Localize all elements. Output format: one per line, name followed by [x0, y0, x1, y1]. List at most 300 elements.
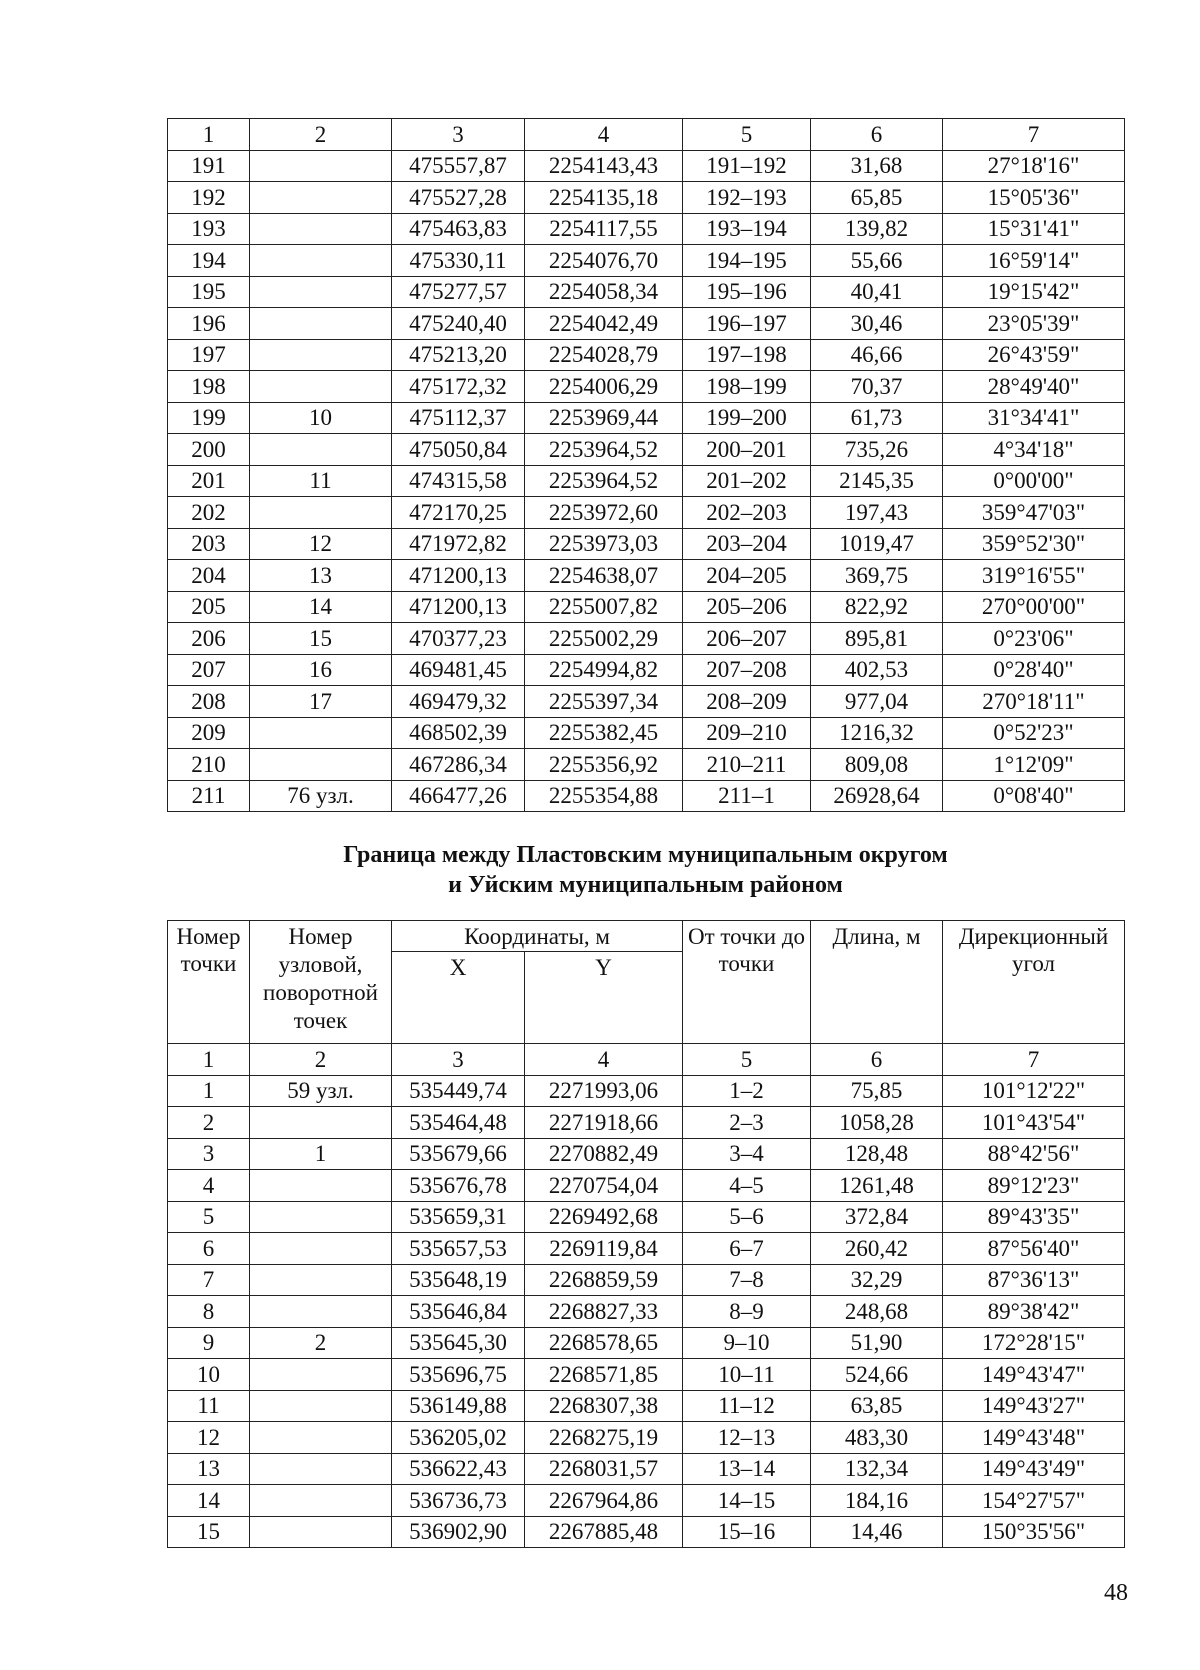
table-cell: 0°08'40" — [943, 780, 1125, 812]
table-cell: 2269492,68 — [525, 1201, 683, 1233]
table-cell: 205–206 — [683, 591, 811, 623]
table-cell: 369,75 — [811, 560, 943, 592]
table-cell: 15–16 — [683, 1516, 811, 1548]
table-cell — [250, 1107, 392, 1139]
table-cell: 535648,19 — [392, 1264, 525, 1296]
table-cell: 89°12'23" — [943, 1170, 1125, 1202]
table-cell: 524,66 — [811, 1359, 943, 1391]
table-cell: 270°00'00" — [943, 591, 1125, 623]
table-cell: 12 — [168, 1422, 250, 1454]
table-cell: 89°38'42" — [943, 1296, 1125, 1328]
table-cell: 2254638,07 — [525, 560, 683, 592]
table-cell — [250, 717, 392, 749]
table-cell: 3 — [392, 119, 525, 151]
table-cell: 1058,28 — [811, 1107, 943, 1139]
table-cell: 40,41 — [811, 276, 943, 308]
table-cell: 6–7 — [683, 1233, 811, 1265]
table-cell: 2268031,57 — [525, 1453, 683, 1485]
table-cell: 204–205 — [683, 560, 811, 592]
table-cell: 7–8 — [683, 1264, 811, 1296]
table-cell: 207 — [168, 654, 250, 686]
table-row — [168, 182, 1125, 214]
table-cell: 87°36'13" — [943, 1264, 1125, 1296]
table-cell: 2270754,04 — [525, 1170, 683, 1202]
table-cell: 2 — [250, 119, 392, 151]
table-cell: 203–204 — [683, 528, 811, 560]
header-coordinates: Координаты, м — [392, 921, 683, 952]
table-cell: 270°18'11" — [943, 686, 1125, 718]
table-cell: 2268275,19 — [525, 1422, 683, 1454]
table-cell: 172°28'15" — [943, 1327, 1125, 1359]
table-cell: 7 — [168, 1264, 250, 1296]
table-cell: 197 — [168, 339, 250, 371]
header-node-number: Номер узловой, поворотной точек — [250, 921, 392, 1044]
table-row — [168, 1075, 1125, 1107]
table-row — [168, 1201, 1125, 1233]
table-cell: 193 — [168, 213, 250, 245]
table-cell: 475277,57 — [392, 276, 525, 308]
table-cell: 14 — [250, 591, 392, 623]
table-cell: 4 — [525, 119, 683, 151]
table-cell: 28°49'40" — [943, 371, 1125, 403]
table-cell: 535676,78 — [392, 1170, 525, 1202]
table-cell: 2 — [250, 1327, 392, 1359]
table-cell: 536736,73 — [392, 1485, 525, 1517]
table-cell: 7 — [943, 1044, 1125, 1076]
table-cell: 0°28'40" — [943, 654, 1125, 686]
table-cell: 198–199 — [683, 371, 811, 403]
table-cell: 196 — [168, 308, 250, 340]
table-cell: 2268827,33 — [525, 1296, 683, 1328]
table-cell: 15°05'36" — [943, 182, 1125, 214]
table-cell: 3 — [392, 1044, 525, 1076]
table-cell: 2255354,88 — [525, 780, 683, 812]
table-cell: 210 — [168, 749, 250, 781]
page-number: 48 — [1104, 1580, 1128, 1606]
table-cell: 9 — [168, 1327, 250, 1359]
table-cell: 2253972,60 — [525, 497, 683, 529]
table-cell: 535449,74 — [392, 1075, 525, 1107]
table-cell: 203 — [168, 528, 250, 560]
table-row — [168, 308, 1125, 340]
table-cell: 13 — [168, 1453, 250, 1485]
table-cell: 205 — [168, 591, 250, 623]
table-cell: 55,66 — [811, 245, 943, 277]
table-cell: 475527,28 — [392, 182, 525, 214]
table-cell: 535659,31 — [392, 1201, 525, 1233]
table-row — [168, 1327, 1125, 1359]
table-row — [168, 1453, 1125, 1485]
table-cell: 372,84 — [811, 1201, 943, 1233]
table-cell: 150°35'56" — [943, 1516, 1125, 1548]
table-cell: 1–2 — [683, 1075, 811, 1107]
table-cell — [250, 245, 392, 277]
table-row — [168, 371, 1125, 403]
table-cell: 4 — [168, 1170, 250, 1202]
table-cell — [250, 1296, 392, 1328]
table-cell: 4 — [525, 1044, 683, 1076]
table-cell: 15 — [168, 1516, 250, 1548]
table-row — [168, 276, 1125, 308]
section-title-line1: Граница между Пластовским муниципальным округом — [343, 842, 948, 868]
table-cell: 194 — [168, 245, 250, 277]
table-cell: 535646,84 — [392, 1296, 525, 1328]
table-cell: 2254058,34 — [525, 276, 683, 308]
table-cell: 27°18'16" — [943, 150, 1125, 182]
table-cell: 475330,11 — [392, 245, 525, 277]
table-cell: 88°42'56" — [943, 1138, 1125, 1170]
table-cell: 204 — [168, 560, 250, 592]
table-cell: 139,82 — [811, 213, 943, 245]
table-cell: 535657,53 — [392, 1233, 525, 1265]
table-cell — [250, 308, 392, 340]
table-cell: 359°52'30" — [943, 528, 1125, 560]
table-cell: 23°05'39" — [943, 308, 1125, 340]
table-cell: 471200,13 — [392, 560, 525, 592]
table-cell — [250, 497, 392, 529]
table-cell: 5–6 — [683, 1201, 811, 1233]
table-cell: 210–211 — [683, 749, 811, 781]
table-cell: 2 — [250, 1044, 392, 1076]
table-cell: 3–4 — [683, 1138, 811, 1170]
top-coordinates-table — [167, 118, 1125, 812]
table-cell: 5 — [168, 1201, 250, 1233]
table-cell: 2254042,49 — [525, 308, 683, 340]
table-cell: 2268571,85 — [525, 1359, 683, 1391]
table-cell: 466477,26 — [392, 780, 525, 812]
table-row — [168, 1516, 1125, 1548]
table-cell: 5 — [683, 1044, 811, 1076]
table-cell: 0°23'06" — [943, 623, 1125, 655]
table-cell: 76 узл. — [250, 780, 392, 812]
header-from-to: От точки до точки — [683, 921, 811, 1044]
table-cell: 471972,82 — [392, 528, 525, 560]
table-cell: 184,16 — [811, 1485, 943, 1517]
table-cell — [250, 1201, 392, 1233]
table-cell — [250, 150, 392, 182]
table-cell: 822,92 — [811, 591, 943, 623]
table-row — [168, 1264, 1125, 1296]
table-cell: 535645,30 — [392, 1327, 525, 1359]
table-row — [168, 623, 1125, 655]
table-cell: 10 — [168, 1359, 250, 1391]
table-cell: 535696,75 — [392, 1359, 525, 1391]
table-cell: 2267964,86 — [525, 1485, 683, 1517]
table-row — [168, 654, 1125, 686]
header-row-1 — [168, 921, 1125, 952]
table-cell: 2 — [168, 1107, 250, 1139]
table-cell: 248,68 — [811, 1296, 943, 1328]
table-cell: 402,53 — [811, 654, 943, 686]
table-cell: 207–208 — [683, 654, 811, 686]
table-cell: 11 — [250, 465, 392, 497]
table-cell: 132,34 — [811, 1453, 943, 1485]
table-cell: 31°34'41" — [943, 402, 1125, 434]
table-cell: 475557,87 — [392, 150, 525, 182]
table-cell — [250, 371, 392, 403]
table-cell: 2271993,06 — [525, 1075, 683, 1107]
table-cell: 2255382,45 — [525, 717, 683, 749]
table-cell: 193–194 — [683, 213, 811, 245]
table-cell: 6 — [811, 1044, 943, 1076]
table-cell: 260,42 — [811, 1233, 943, 1265]
table-cell: 10–11 — [683, 1359, 811, 1391]
table-cell: 14,46 — [811, 1516, 943, 1548]
table-cell: 208 — [168, 686, 250, 718]
table-cell: 2255397,34 — [525, 686, 683, 718]
table-cell: 0°52'23" — [943, 717, 1125, 749]
table-cell: 199–200 — [683, 402, 811, 434]
table-cell: 1°12'09" — [943, 749, 1125, 781]
table-cell: 1 — [250, 1138, 392, 1170]
table-cell: 536622,43 — [392, 1453, 525, 1485]
table-cell: 469481,45 — [392, 654, 525, 686]
table-cell: 475240,40 — [392, 308, 525, 340]
table-cell: 15 — [250, 623, 392, 655]
table-cell: 1 — [168, 1044, 250, 1076]
table-cell: 2254143,43 — [525, 150, 683, 182]
table-cell: 26°43'59" — [943, 339, 1125, 371]
table-cell: 11–12 — [683, 1390, 811, 1422]
table-row — [168, 339, 1125, 371]
table-cell: 13–14 — [683, 1453, 811, 1485]
table-cell: 475213,20 — [392, 339, 525, 371]
table-cell: 209–210 — [683, 717, 811, 749]
table-cell: 31,68 — [811, 150, 943, 182]
table-cell — [250, 1233, 392, 1265]
table-cell: 192 — [168, 182, 250, 214]
section-title — [167, 840, 1124, 900]
table-cell: 208–209 — [683, 686, 811, 718]
table-row — [168, 1233, 1125, 1265]
table-cell: 15°31'41" — [943, 213, 1125, 245]
table-cell: 895,81 — [811, 623, 943, 655]
table-cell: 26928,64 — [811, 780, 943, 812]
table-cell — [250, 1390, 392, 1422]
table-cell — [250, 1264, 392, 1296]
table-cell: 51,90 — [811, 1327, 943, 1359]
header-length: Длина, м — [811, 921, 943, 1044]
table-cell — [250, 1516, 392, 1548]
table-cell: 1019,47 — [811, 528, 943, 560]
table-cell: 2145,35 — [811, 465, 943, 497]
table-cell: 2270882,49 — [525, 1138, 683, 1170]
table-cell: 2268307,38 — [525, 1390, 683, 1422]
table-cell: 1261,48 — [811, 1170, 943, 1202]
table-cell: 128,48 — [811, 1138, 943, 1170]
table-cell: 6 — [168, 1233, 250, 1265]
table-cell — [250, 1453, 392, 1485]
table-cell — [250, 1170, 392, 1202]
table-cell: 536205,02 — [392, 1422, 525, 1454]
table-cell — [250, 749, 392, 781]
table-row — [168, 434, 1125, 466]
table-cell: 206 — [168, 623, 250, 655]
table-cell: 61,73 — [811, 402, 943, 434]
table-cell: 149°43'48" — [943, 1422, 1125, 1454]
table-cell: 2267885,48 — [525, 1516, 683, 1548]
table-cell: 475463,83 — [392, 213, 525, 245]
table-cell — [250, 1422, 392, 1454]
table-cell: 2253964,52 — [525, 434, 683, 466]
table-cell: 468502,39 — [392, 717, 525, 749]
table-cell: 59 узл. — [250, 1075, 392, 1107]
table-row — [168, 150, 1125, 182]
table-cell: 149°43'47" — [943, 1359, 1125, 1391]
table-cell: 199 — [168, 402, 250, 434]
table-cell: 472170,25 — [392, 497, 525, 529]
table-row — [168, 528, 1125, 560]
table-cell: 200–201 — [683, 434, 811, 466]
table-row — [168, 402, 1125, 434]
table-cell: 87°56'40" — [943, 1233, 1125, 1265]
table-cell: 209 — [168, 717, 250, 749]
table-cell: 11 — [168, 1390, 250, 1422]
table-cell: 195 — [168, 276, 250, 308]
table-row — [168, 1422, 1125, 1454]
table-cell: 475112,37 — [392, 402, 525, 434]
table-cell: 197,43 — [811, 497, 943, 529]
table-cell: 211 — [168, 780, 250, 812]
table-cell: 101°12'22" — [943, 1075, 1125, 1107]
table-row — [168, 591, 1125, 623]
table-cell — [250, 213, 392, 245]
table-cell: 809,08 — [811, 749, 943, 781]
table-cell — [250, 1485, 392, 1517]
table-row — [168, 717, 1125, 749]
table-cell: 191 — [168, 150, 250, 182]
table-cell: 535464,48 — [392, 1107, 525, 1139]
table-cell: 30,46 — [811, 308, 943, 340]
table-cell: 319°16'55" — [943, 560, 1125, 592]
table-cell: 2255002,29 — [525, 623, 683, 655]
table-cell: 14 — [168, 1485, 250, 1517]
table-cell: 5 — [683, 119, 811, 151]
table-cell: 359°47'03" — [943, 497, 1125, 529]
table-row — [168, 497, 1125, 529]
table-cell: 2271918,66 — [525, 1107, 683, 1139]
table-cell: 192–193 — [683, 182, 811, 214]
table-cell: 2255356,92 — [525, 749, 683, 781]
table-cell: 2253964,52 — [525, 465, 683, 497]
header-point-number: Номер точки — [168, 921, 250, 1044]
table-cell: 469479,32 — [392, 686, 525, 718]
table-cell: 0°00'00" — [943, 465, 1125, 497]
table-row — [168, 1138, 1125, 1170]
table-cell: 2269119,84 — [525, 1233, 683, 1265]
table-cell: 12–13 — [683, 1422, 811, 1454]
table-cell: 149°43'27" — [943, 1390, 1125, 1422]
table-cell: 12 — [250, 528, 392, 560]
table-cell: 191–192 — [683, 150, 811, 182]
table-cell: 201–202 — [683, 465, 811, 497]
table-row — [168, 1107, 1125, 1139]
table-cell: 2253969,44 — [525, 402, 683, 434]
table-cell: 65,85 — [811, 182, 943, 214]
table-cell: 7 — [943, 119, 1125, 151]
header-y: Y — [525, 952, 683, 1044]
table-cell: 197–198 — [683, 339, 811, 371]
table-cell: 4–5 — [683, 1170, 811, 1202]
table-cell: 2–3 — [683, 1107, 811, 1139]
table-cell: 8–9 — [683, 1296, 811, 1328]
table-cell: 14–15 — [683, 1485, 811, 1517]
table-cell: 483,30 — [811, 1422, 943, 1454]
table-cell: 202–203 — [683, 497, 811, 529]
table-cell — [250, 339, 392, 371]
table-cell: 13 — [250, 560, 392, 592]
table-cell: 1 — [168, 119, 250, 151]
table-row — [168, 1359, 1125, 1391]
table-cell — [250, 182, 392, 214]
table-cell: 46,66 — [811, 339, 943, 371]
table-cell: 10 — [250, 402, 392, 434]
table-cell: 2254028,79 — [525, 339, 683, 371]
table-cell: 19°15'42" — [943, 276, 1125, 308]
table-cell: 2255007,82 — [525, 591, 683, 623]
table-row — [168, 1390, 1125, 1422]
table-cell: 9–10 — [683, 1327, 811, 1359]
table-cell: 1216,32 — [811, 717, 943, 749]
column-numbering-row — [168, 1044, 1125, 1076]
table-row — [168, 1170, 1125, 1202]
table-row — [168, 1485, 1125, 1517]
table-cell: 195–196 — [683, 276, 811, 308]
column-numbering-row — [168, 119, 1125, 151]
table-cell: 16°59'14" — [943, 245, 1125, 277]
table-cell: 470377,23 — [392, 623, 525, 655]
table-cell: 1 — [168, 1075, 250, 1107]
table-cell: 2254006,29 — [525, 371, 683, 403]
table-cell: 471200,13 — [392, 591, 525, 623]
table-cell: 16 — [250, 654, 392, 686]
table-cell — [250, 276, 392, 308]
table-cell: 194–195 — [683, 245, 811, 277]
table-cell: 196–197 — [683, 308, 811, 340]
table-cell: 154°27'57" — [943, 1485, 1125, 1517]
table-cell: 2254117,55 — [525, 213, 683, 245]
table-row — [168, 1296, 1125, 1328]
table-cell: 101°43'54" — [943, 1107, 1125, 1139]
table-row — [168, 749, 1125, 781]
table-cell: 2268578,65 — [525, 1327, 683, 1359]
table-cell: 6 — [811, 119, 943, 151]
section-title-line2: и Уйским муниципальным районом — [448, 872, 843, 898]
table-cell: 202 — [168, 497, 250, 529]
table-cell: 17 — [250, 686, 392, 718]
table-cell: 475050,84 — [392, 434, 525, 466]
table-row — [168, 780, 1125, 812]
table-cell: 2254135,18 — [525, 182, 683, 214]
table-cell: 2254994,82 — [525, 654, 683, 686]
table-row — [168, 213, 1125, 245]
table-cell: 8 — [168, 1296, 250, 1328]
table-row — [168, 686, 1125, 718]
table-cell: 198 — [168, 371, 250, 403]
table-cell: 149°43'49" — [943, 1453, 1125, 1485]
table-cell: 63,85 — [811, 1390, 943, 1422]
table-row — [168, 465, 1125, 497]
table-cell: 535679,66 — [392, 1138, 525, 1170]
table-cell: 75,85 — [811, 1075, 943, 1107]
table-cell: 211–1 — [683, 780, 811, 812]
table-row — [168, 245, 1125, 277]
table-cell: 536149,88 — [392, 1390, 525, 1422]
table-cell: 2253973,03 — [525, 528, 683, 560]
table-cell: 735,26 — [811, 434, 943, 466]
header-angle: Дирекционный угол — [943, 921, 1125, 1044]
table-cell — [250, 1359, 392, 1391]
